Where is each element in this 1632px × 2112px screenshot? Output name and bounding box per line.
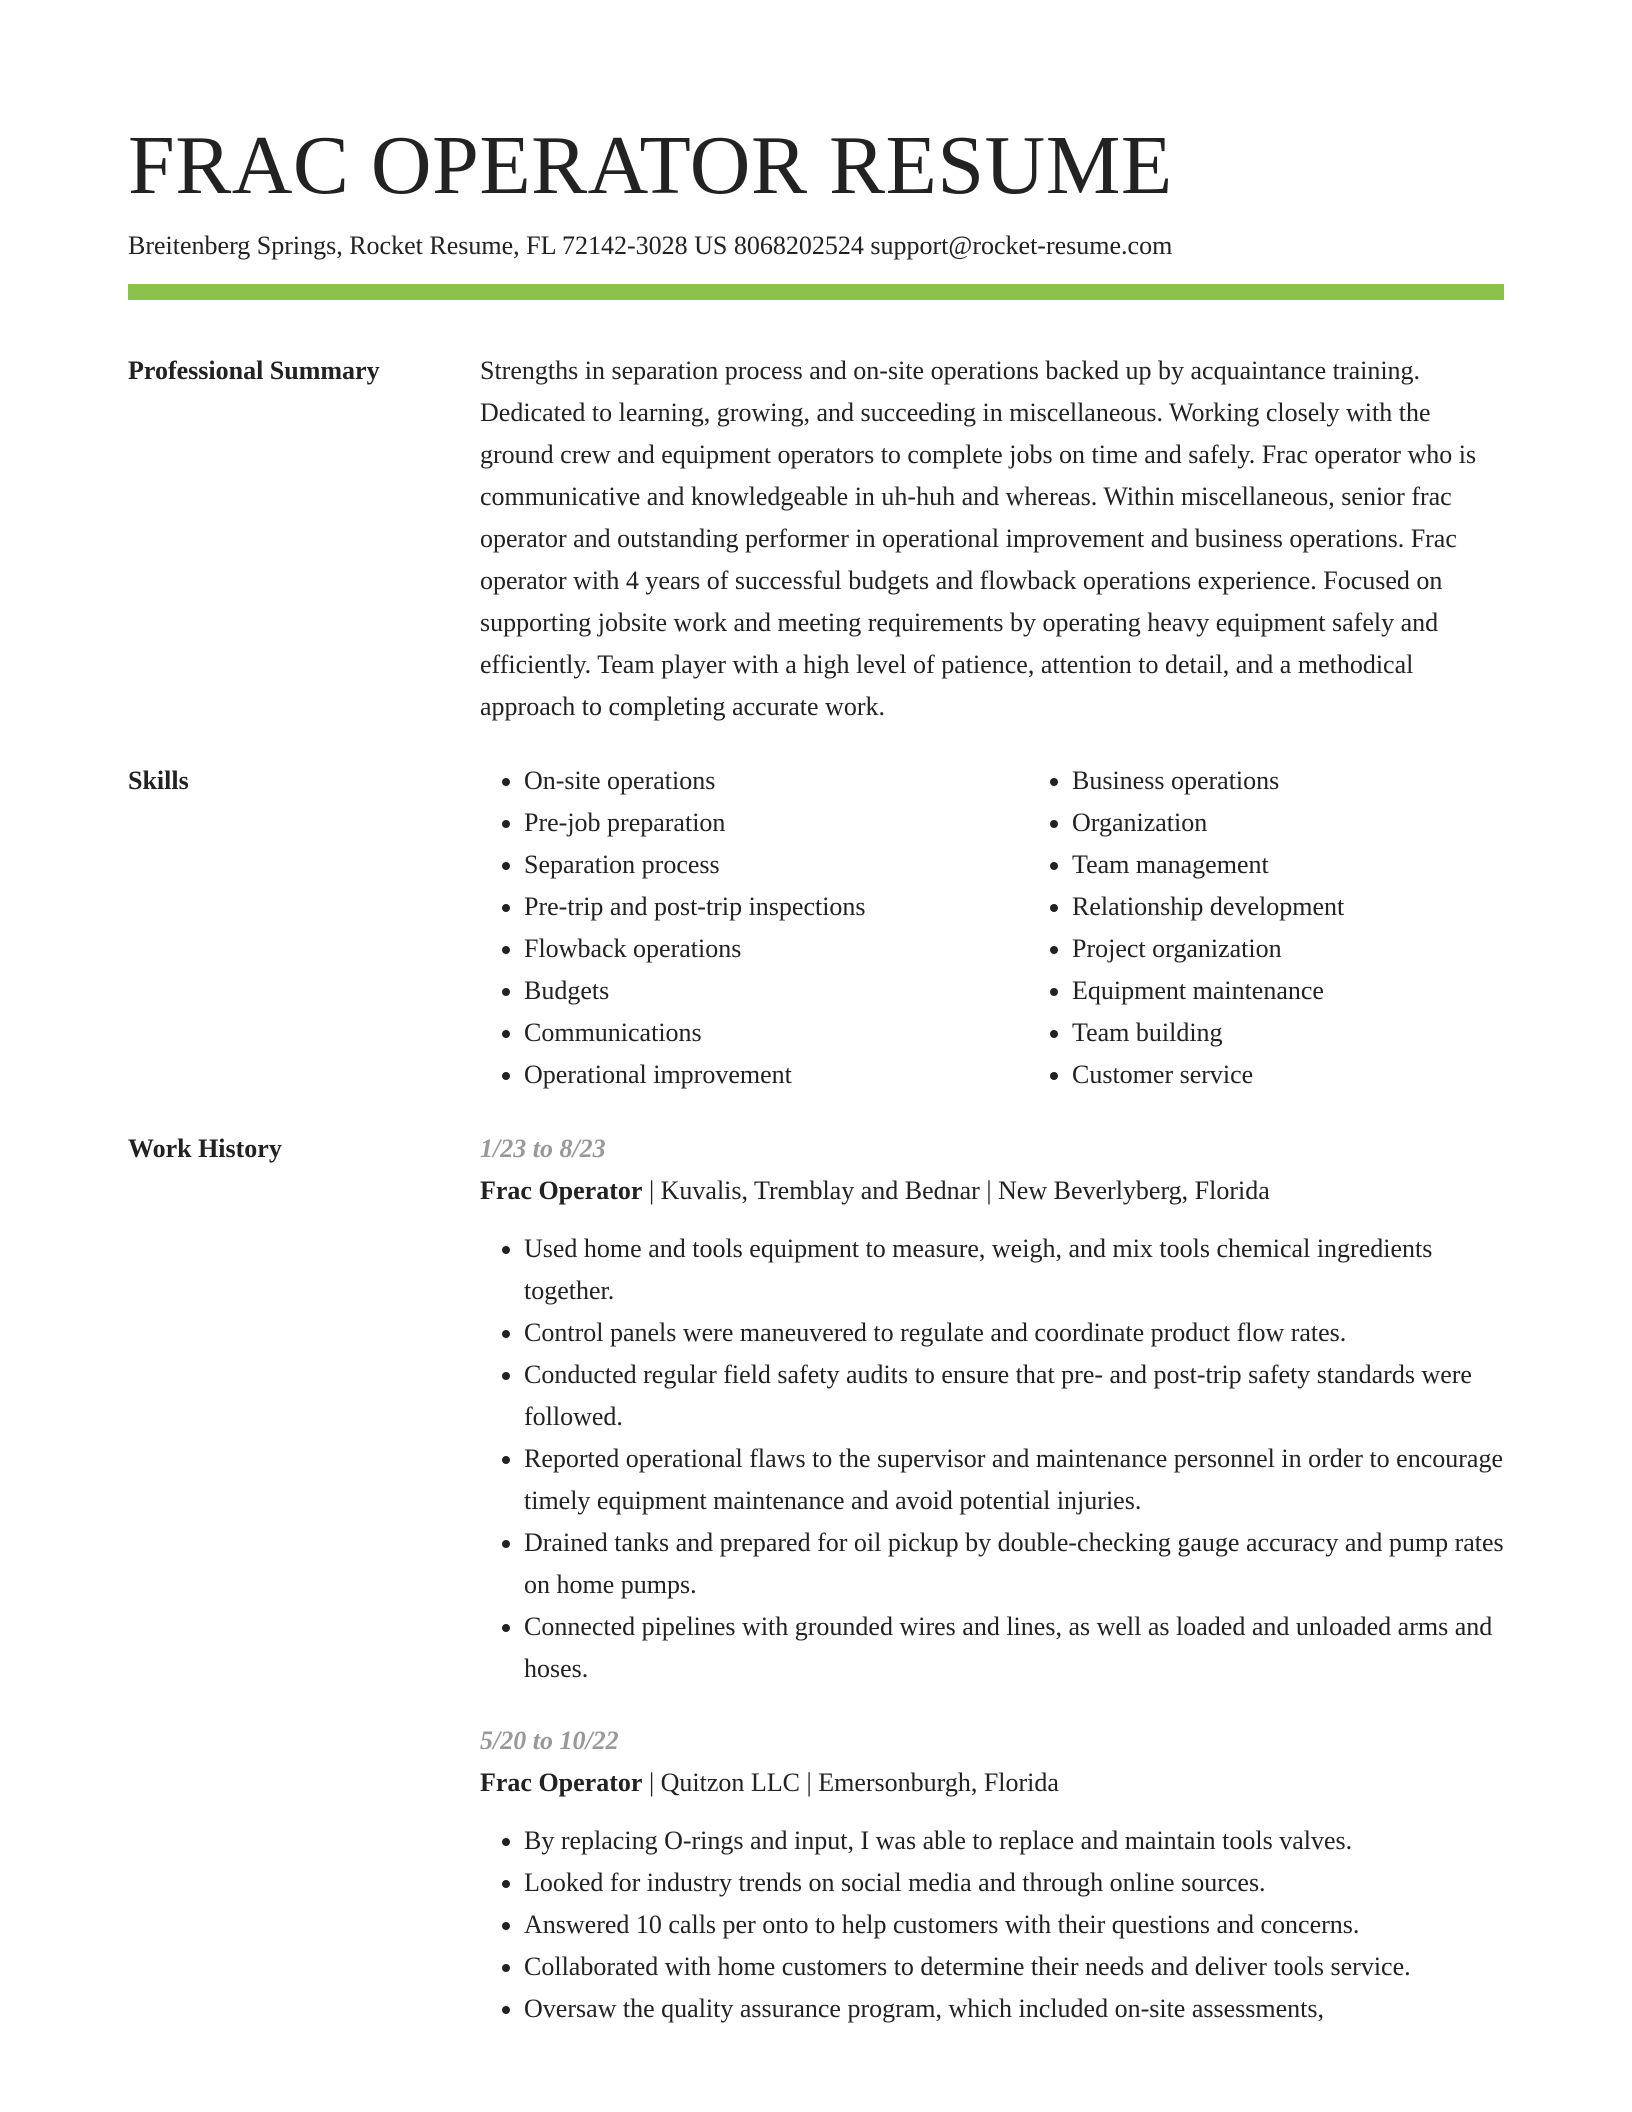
skill-item: • Separation process: [524, 844, 1028, 886]
job-duty: • Connected pipelines with grounded wires and lines, as well as loaded and unloaded arms and hoses.: [524, 1606, 1504, 1690]
skills-list-right: [1028, 760, 1576, 1096]
skill-item: • Customer service: [1072, 1054, 1576, 1096]
job-dates: 5/20 to 10/22: [480, 1726, 619, 1755]
job-role: Frac Operator: [480, 1768, 643, 1797]
job-duties-list: [480, 1820, 1504, 2030]
section-label-work-history: Work History: [128, 1134, 282, 1163]
skill-item: • Operational improvement: [524, 1054, 1028, 1096]
skill-item: • Team building: [1072, 1012, 1576, 1054]
job-duty: • Answered 10 calls per onto to help customers with their questions and concerns.: [524, 1904, 1504, 1946]
work-history-section: [128, 1128, 1504, 2060]
skill-item: • Communications: [524, 1012, 1028, 1054]
job-duty: • Used home and tools equipment to measure, weigh, and mix tools chemical ingredients together.: [524, 1228, 1504, 1312]
job-heading: [480, 1762, 1504, 1804]
skills-columns: [480, 760, 1576, 1096]
job-duty: • Conducted regular field safety audits to ensure that pre- and post-trip safety standards were followed.: [524, 1354, 1504, 1438]
job-duties-list: [480, 1228, 1504, 1690]
job-company-location: | Quitzon LLC | Emersonburgh, Florida: [642, 1768, 1059, 1797]
summary-text: Strengths in separation process and on-site operations backed up by acquaintance training. Dedicated to learning, growing, and succeeding in miscellaneous. Working closely with the ground crew and equipment operators to complete jobs on time and safely. Frac operator who is communicative and knowledgeable in uh-huh and whereas. Within miscellaneous, senior frac operator and outstanding performer in operational improvement and business operations. Frac operator with 4 years of successful budgets and flowback operations experience. Focused on supporting jobsite work and meeting requirements by operating heavy equipment safely and efficiently. Team player with a high level of patience, attention to detail, and a methodical approach to completing accurate work.: [480, 356, 1477, 721]
job-duty: • Control panels were maneuvered to regulate and coordinate product flow rates.: [524, 1312, 1504, 1354]
job-dates: 1/23 to 8/23: [480, 1134, 606, 1163]
skill-item: • Project organization: [1072, 928, 1576, 970]
resume-title: FRAC OPERATOR RESUME: [128, 119, 1173, 212]
skill-item: • On-site operations: [524, 760, 1028, 802]
skills-list-left: [480, 760, 1028, 1096]
skill-item: • Equipment maintenance: [1072, 970, 1576, 1012]
job-duty: • Oversaw the quality assurance program, which included on-site assessments,: [524, 1988, 1504, 2030]
skill-item: • Pre-job preparation: [524, 802, 1028, 844]
job-role: Frac Operator: [480, 1176, 643, 1205]
job-heading: [480, 1170, 1504, 1212]
job-entry: [480, 1720, 1504, 2030]
skill-item: • Pre-trip and post-trip inspections: [524, 886, 1028, 928]
professional-summary-section: [128, 350, 1504, 728]
header-divider: [128, 284, 1504, 300]
job-duty: • Drained tanks and prepared for oil pickup by double-checking gauge accuracy and pump rates on home pumps.: [524, 1522, 1504, 1606]
job-company-location: | Kuvalis, Tremblay and Bednar | New Beverlyberg, Florida: [642, 1176, 1270, 1205]
work-history-entries: [480, 1128, 1504, 2060]
skills-section: [128, 760, 1504, 1096]
skill-item: • Business operations: [1072, 760, 1576, 802]
section-label-summary: Professional Summary: [128, 356, 380, 385]
job-duty: • Collaborated with home customers to determine their needs and deliver tools service.: [524, 1946, 1504, 1988]
skill-item: • Relationship development: [1072, 886, 1576, 928]
job-duty: • Looked for industry trends on social media and through online sources.: [524, 1862, 1504, 1904]
job-duty: • By replacing O-rings and input, I was able to replace and maintain tools valves.: [524, 1820, 1504, 1862]
skill-item: • Team management: [1072, 844, 1576, 886]
section-label-skills: Skills: [128, 766, 189, 795]
job-duty: • Reported operational flaws to the supervisor and maintenance personnel in order to encourage timely equipment maintenance and avoid potential injuries.: [524, 1438, 1504, 1522]
contact-line: Breitenberg Springs, Rocket Resume, FL 72142-3028 US 8068202524 support@rocket-resume.com: [128, 231, 1173, 260]
job-entry: [480, 1128, 1504, 1690]
skill-item: • Organization: [1072, 802, 1576, 844]
resume-page: [128, 118, 1504, 2060]
skill-item: • Budgets: [524, 970, 1028, 1012]
skill-item: • Flowback operations: [524, 928, 1028, 970]
